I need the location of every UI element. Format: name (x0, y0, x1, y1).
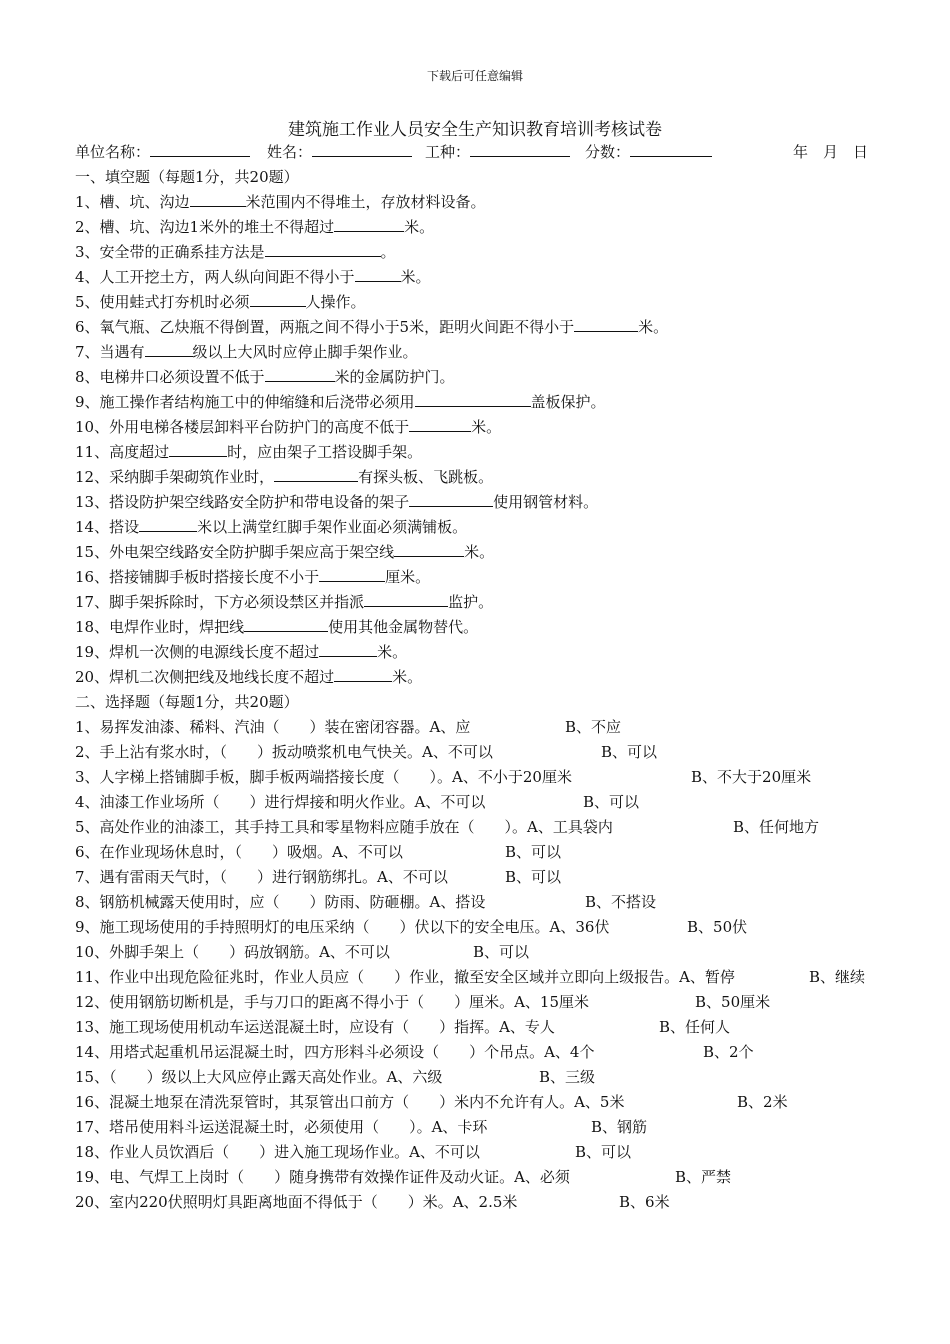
answer-blank[interactable] (319, 642, 377, 657)
fill-question-tail: 米。 (392, 668, 423, 686)
fill-question (75, 365, 875, 390)
fill-question-text: 19、焊机一次侧的电源线长度不超过 (75, 643, 320, 661)
fill-question-tail: 人操作。 (305, 293, 366, 311)
fill-question-text: 10、外用电梯各楼层卸料平台防护门的高度不低于 (75, 418, 410, 436)
choice-option-b[interactable]: B、严禁 (675, 1168, 732, 1186)
choice-question (75, 1140, 875, 1165)
answer-blank[interactable] (574, 317, 638, 332)
choice-option-b[interactable]: B、可以 (601, 743, 658, 761)
fill-question-tail: 级以上大风时应停止脚手架作业。 (192, 343, 418, 361)
score-label: 分数： (585, 143, 631, 161)
download-note: 下载后可任意编辑 (426, 69, 523, 83)
fill-question (75, 290, 875, 315)
fill-question-text: 16、搭接铺脚手板时搭接长度不小于 (75, 568, 320, 586)
fill-question-tail: 使用其他金属物替代。 (328, 618, 479, 636)
fill-question-tail: 米。 (404, 218, 435, 236)
fill-question (75, 240, 875, 265)
answer-blank[interactable] (334, 217, 404, 232)
choice-option-b[interactable]: B、钢筋 (591, 1118, 648, 1136)
choice-question (75, 965, 875, 990)
choice-option-b[interactable]: B、可以 (575, 1143, 632, 1161)
choice-question-text[interactable]: 12、使用钢筋切断机是，手与刀口的距离不得小于（ ）厘米。A、15厘米 (75, 993, 590, 1011)
trade-field[interactable] (425, 141, 570, 162)
choice-option-b[interactable]: B、任何人 (659, 1018, 731, 1036)
answer-blank[interactable] (409, 492, 493, 507)
fill-question-text: 7、当遇有 (75, 343, 145, 361)
choice-option-b[interactable]: B、任何地方 (733, 818, 820, 836)
fill-question-text: 1、槽、坑、沟边 (75, 193, 190, 211)
choice-question (75, 740, 875, 765)
score-field[interactable] (585, 141, 712, 162)
choice-option-b[interactable]: B、不搭设 (585, 893, 657, 911)
fill-question-text: 6、氧气瓶、乙炔瓶不得倒置，两瓶之间不得小于5米，距明火间距不得小于 (75, 318, 575, 336)
choice-option-b[interactable]: B、可以 (473, 943, 530, 961)
fill-question-tail: 米。 (464, 543, 495, 561)
fill-question (75, 490, 875, 515)
answer-blank[interactable] (409, 417, 471, 432)
choice-question-list (75, 715, 875, 1215)
answer-blank[interactable] (250, 292, 306, 307)
fill-question-tail: 米以上满堂红脚手架作业面必须满铺板。 (197, 518, 468, 536)
choice-question (75, 940, 875, 965)
choice-question-text[interactable]: 11、作业中出现危险征兆时，作业人员应（ ）作业，撤至安全区域并立即向上级报告。A、暂停 (75, 968, 735, 986)
choice-question (75, 715, 875, 740)
fill-question-list (75, 190, 875, 690)
fill-question-text: 11、高度超过 (75, 443, 170, 461)
fill-question (75, 615, 875, 640)
choice-question (75, 890, 875, 915)
choice-question (75, 865, 875, 890)
fill-question-tail: 米范围内不得堆土，存放材料设备。 (245, 193, 486, 211)
choice-question-text[interactable]: 3、人字梯上搭铺脚手板，脚手板两端搭接长度（ ）。A、不小于20厘米 (75, 768, 572, 786)
fill-question (75, 315, 875, 340)
fill-question-tail: 厘米。 (385, 568, 431, 586)
fill-question (75, 665, 875, 690)
fill-question (75, 340, 875, 365)
answer-blank[interactable] (265, 367, 335, 382)
fill-question-tail: 米的金属防护门。 (334, 368, 455, 386)
fill-question-text: 4、人工开挖土方，两人纵向间距不得小于 (75, 268, 355, 286)
fill-question-tail: 监护。 (448, 593, 494, 611)
fill-question (75, 465, 875, 490)
answer-blank[interactable] (394, 542, 464, 557)
choice-question-text[interactable]: 4、油漆工作业场所（ ）进行焊接和明火作业。A、不可以 (75, 793, 486, 811)
exam-body (75, 165, 875, 1215)
choice-question (75, 1165, 875, 1190)
choice-option-b[interactable]: B、不大于20厘米 (691, 768, 812, 786)
fill-question-text: 14、搭设 (75, 518, 140, 536)
choice-question-text[interactable]: 2、手上沾有浆水时，（ ）扳动喷浆机电气快关。A、不可以 (75, 743, 493, 761)
choice-question-text[interactable]: 7、遇有雷雨天气时，（ ）进行钢筋绑扎。A、不可以 (75, 868, 448, 886)
choice-option-b[interactable]: B、三级 (539, 1068, 596, 1086)
fill-question (75, 640, 875, 665)
fill-question (75, 265, 875, 290)
choice-option-b[interactable]: B、6米 (619, 1193, 670, 1211)
fill-question (75, 540, 875, 565)
choice-question-text[interactable]: 10、外脚手架上（ ）码放钢筋。A、不可以 (75, 943, 390, 961)
answer-blank[interactable] (190, 192, 246, 207)
fill-question-text: 12、采纳脚手架砌筑作业时， (75, 468, 275, 486)
fill-question (75, 215, 875, 240)
fill-question-text: 17、脚手架拆除时，下方必须设禁区并指派 (75, 593, 365, 611)
answer-blank[interactable] (334, 667, 392, 682)
fill-question-text: 8、电梯井口必须设置不低于 (75, 368, 265, 386)
choice-option-b[interactable]: B、不应 (565, 718, 622, 736)
choice-question-text[interactable]: 13、施工现场使用机动车运送混凝土时，应设有（ ）指挥。A、专人 (75, 1018, 555, 1036)
choice-question-text[interactable]: 8、钢筋机械露天使用时，应（ ）防雨、防砸棚。A、搭设 (75, 893, 486, 911)
choice-question-text[interactable]: 17、塔吊使用料斗运送混凝土时，必须使用（ ）。A、卡环 (75, 1118, 488, 1136)
fill-question (75, 390, 875, 415)
choice-option-b[interactable]: B、可以 (583, 793, 640, 811)
choice-question (75, 1065, 875, 1090)
fill-question-tail: 盖板保护。 (530, 393, 606, 411)
fill-question (75, 565, 875, 590)
choice-question (75, 840, 875, 865)
choice-question-text[interactable]: 6、在作业现场休息时，（ ）吸烟。A、不可以 (75, 843, 403, 861)
choice-option-b[interactable]: B、可以 (505, 843, 562, 861)
fill-question-text: 15、外电架空线路安全防护脚手架应高于架空线 (75, 543, 395, 561)
fill-question-tail: 米。 (400, 268, 431, 286)
fill-question (75, 515, 875, 540)
answer-blank[interactable] (265, 242, 381, 257)
name-field[interactable] (267, 141, 412, 162)
choice-question-text[interactable]: 9、施工现场使用的手持照明灯的电压采纳（ ）伏以下的安全电压。A、36伏 (75, 918, 610, 936)
name-label: 姓名： (267, 143, 313, 161)
choice-question (75, 990, 875, 1015)
choice-option-b[interactable]: B、50伏 (687, 918, 748, 936)
fill-question (75, 440, 875, 465)
choice-question-text[interactable]: 5、高处作业的油漆工，其手持工具和零星物料应随手放在（ ）。A、工具袋内 (75, 818, 613, 836)
answer-blank[interactable] (319, 567, 385, 582)
trade-blank[interactable] (470, 141, 570, 157)
fill-question-text: 18、电焊作业时，焊把线 (75, 618, 245, 636)
choice-question (75, 1040, 875, 1065)
choice-option-b[interactable]: B、继续 (809, 968, 866, 986)
choice-question-text[interactable]: 20、室内220伏照明灯具距离地面不得低于（ ）米。A、2.5米 (75, 1193, 518, 1211)
fill-question-text: 13、搭设防护架空线路安全防护和带电设备的架子 (75, 493, 410, 511)
choice-option-b[interactable]: B、50厘米 (695, 993, 771, 1011)
answer-blank[interactable] (244, 617, 328, 632)
answer-blank[interactable] (355, 267, 401, 282)
fill-question-text: 2、槽、坑、沟边1米外的堆土不得超过 (75, 218, 335, 236)
score-blank[interactable] (630, 141, 712, 157)
unit-label: 单位名称： (75, 143, 151, 161)
fill-question (75, 190, 875, 215)
choice-question-text[interactable]: 16、混凝土地泵在清洗泵管时，其泵管出口前方（ ）米内不允许有人。A、5米 (75, 1093, 625, 1111)
choice-option-b[interactable]: B、2米 (737, 1093, 788, 1111)
choice-question (75, 915, 875, 940)
choice-question-text[interactable]: 19、电、气焊工上岗时（ ）随身携带有效操作证件及动火证。A、必须 (75, 1168, 570, 1186)
answer-blank[interactable] (169, 442, 227, 457)
fill-question-tail: 米。 (377, 643, 408, 661)
fill-question-text: 9、施工操作者结构施工中的伸缩缝和后浇带必须用 (75, 393, 415, 411)
fill-question-tail: 。 (380, 243, 396, 261)
choice-question (75, 1015, 875, 1040)
fill-question (75, 415, 875, 440)
choice-question-text[interactable]: 15、（ ）级以上大风应停止露天高处作业。A、六级 (75, 1068, 443, 1086)
answer-blank[interactable] (415, 392, 531, 407)
unit-field[interactable] (75, 141, 250, 162)
choice-question-text[interactable]: 14、用塔式起重机吊运混凝土时，四方形料斗必须设（ ）个吊点。A、4个 (75, 1043, 595, 1061)
answer-blank[interactable] (364, 592, 448, 607)
date-label: 年 月 日 (793, 143, 869, 161)
choice-question (75, 790, 875, 815)
choice-option-b[interactable]: B、2个 (703, 1043, 754, 1061)
page-title: 建筑施工作业人员安全生产知识教育培训考核试卷 (288, 120, 662, 140)
fill-question (75, 590, 875, 615)
fill-question-text: 3、安全带的正确系挂方法是 (75, 243, 265, 261)
fill-question-text: 20、焊机二次侧把线及地线长度不超过 (75, 668, 335, 686)
fill-question-tail: 米。 (471, 418, 502, 436)
fill-question-tail: 使用钢管材料。 (493, 493, 599, 511)
choice-question (75, 765, 875, 790)
fill-question-tail: 有探头板、飞跳板。 (358, 468, 494, 486)
choice-question-text[interactable]: 1、易挥发油漆、稀料、汽油（ ）装在密闭容器。A、应 (75, 718, 471, 736)
choice-question (75, 1115, 875, 1140)
fill-question-text: 5、使用蛙式打夯机时必须 (75, 293, 250, 311)
choice-question (75, 1090, 875, 1115)
answer-blank[interactable] (139, 517, 197, 532)
trade-label: 工种： (425, 143, 471, 161)
choice-question (75, 815, 875, 840)
choice-question-text[interactable]: 18、作业人员饮酒后（ ）进入施工现场作业。A、不可以 (75, 1143, 480, 1161)
fill-question-tail: 时，应由架子工搭设脚手架。 (227, 443, 423, 461)
fill-section-heading: 一、填空题（每题1分，共20题） (75, 168, 299, 186)
choice-section-heading: 二、选择题（每题1分，共20题） (75, 693, 299, 711)
exam-info-row (75, 141, 875, 163)
name-blank[interactable] (312, 141, 412, 157)
unit-blank[interactable] (150, 141, 250, 157)
choice-question (75, 1190, 875, 1215)
fill-question-tail: 米。 (638, 318, 669, 336)
answer-blank[interactable] (274, 467, 358, 482)
answer-blank[interactable] (145, 342, 193, 357)
choice-option-b[interactable]: B、可以 (505, 868, 562, 886)
